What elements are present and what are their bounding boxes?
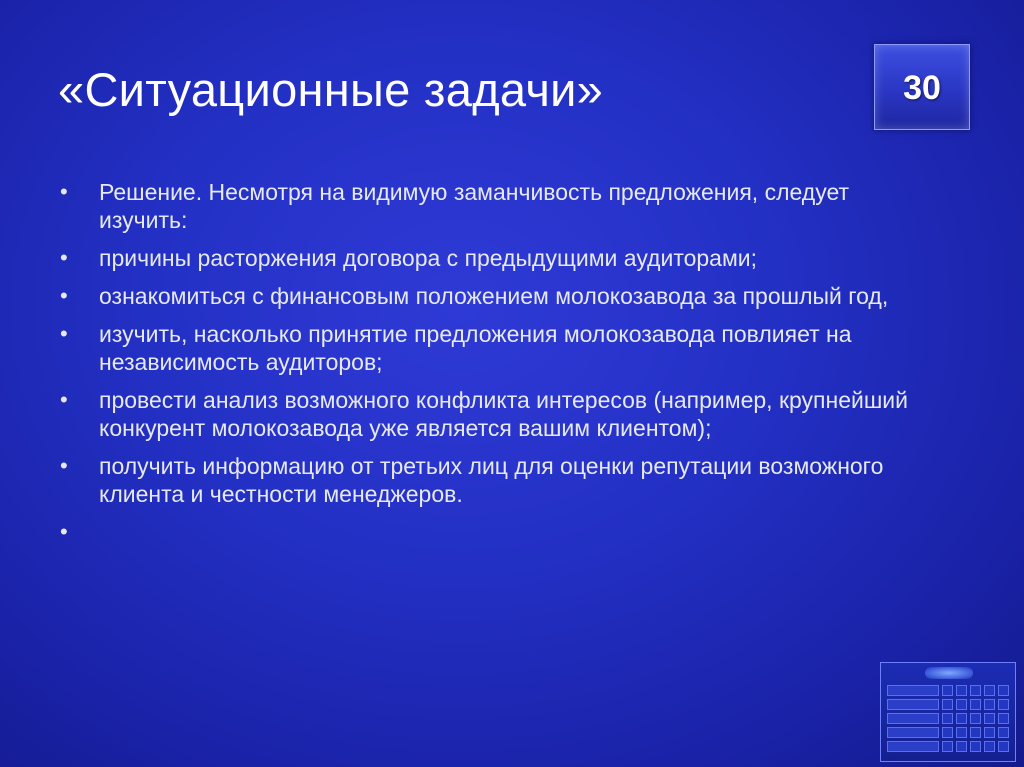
game-logo-icon bbox=[925, 667, 973, 679]
bullet-dot: • bbox=[60, 245, 68, 270]
board-category-cell bbox=[887, 727, 939, 738]
board-cell bbox=[956, 699, 967, 710]
bullet-text: провести анализ возможного конфликта интересов (например, крупнейший конкурент молокозавода уже является вашим клиентом); bbox=[99, 387, 908, 441]
bullet-item bbox=[58, 320, 938, 376]
board-cell bbox=[942, 699, 953, 710]
bullet-text: получить информацию от третьих лиц для оценки репутации возможного клиента и честности менеджеров. bbox=[99, 453, 884, 507]
bullet-item bbox=[58, 178, 938, 234]
slide-title: «Ситуационные задачи» bbox=[58, 63, 604, 116]
board-category-cell bbox=[887, 685, 939, 696]
board-cell bbox=[998, 699, 1009, 710]
bullet-item-empty bbox=[58, 518, 938, 546]
board-row bbox=[887, 727, 1009, 738]
board-cell bbox=[956, 713, 967, 724]
bullet-text: изучить, насколько принятие предложения молокозавода повлияет на независимость аудиторов; bbox=[99, 321, 852, 375]
bullet-item bbox=[58, 244, 938, 272]
game-board-thumbnail-link[interactable] bbox=[880, 662, 1016, 762]
game-board-grid bbox=[887, 685, 1009, 755]
board-cell bbox=[998, 713, 1009, 724]
bullet-dot: • bbox=[60, 321, 68, 346]
bullet-list bbox=[58, 178, 938, 556]
board-cell bbox=[942, 713, 953, 724]
board-cell bbox=[970, 741, 981, 752]
bullet-text: ознакомиться с финансовым положением молокозавода за прошлый год, bbox=[99, 283, 889, 309]
bullet-item bbox=[58, 386, 938, 442]
board-row bbox=[887, 713, 1009, 724]
bullet-dot: • bbox=[60, 519, 68, 544]
board-cell bbox=[942, 685, 953, 696]
bullet-dot: • bbox=[60, 179, 68, 204]
board-cell bbox=[956, 727, 967, 738]
board-cell bbox=[984, 713, 995, 724]
bullet-item bbox=[58, 452, 938, 508]
board-category-cell bbox=[887, 741, 939, 752]
score-button[interactable] bbox=[874, 44, 970, 130]
bullet-dot: • bbox=[60, 453, 68, 478]
board-cell bbox=[956, 685, 967, 696]
board-cell bbox=[942, 727, 953, 738]
board-cell bbox=[970, 699, 981, 710]
board-cell bbox=[998, 685, 1009, 696]
board-cell bbox=[984, 741, 995, 752]
bullet-text: причины расторжения договора с предыдущими аудиторами; bbox=[99, 245, 758, 271]
board-category-cell bbox=[887, 699, 939, 710]
bullet-dot: • bbox=[60, 283, 68, 308]
board-cell bbox=[956, 741, 967, 752]
bullet-item bbox=[58, 282, 938, 310]
board-category-cell bbox=[887, 713, 939, 724]
board-row bbox=[887, 741, 1009, 752]
board-cell bbox=[984, 685, 995, 696]
bullet-text: Решение. Несмотря на видимую заманчивость предложения, следует изучить: bbox=[99, 179, 850, 233]
board-cell bbox=[998, 741, 1009, 752]
board-row bbox=[887, 699, 1009, 710]
bullet-dot: • bbox=[60, 387, 68, 412]
board-cell bbox=[984, 727, 995, 738]
score-value: 30 bbox=[903, 69, 941, 107]
board-row bbox=[887, 685, 1009, 696]
board-cell bbox=[998, 727, 1009, 738]
board-cell bbox=[984, 699, 995, 710]
board-cell bbox=[970, 727, 981, 738]
board-cell bbox=[970, 685, 981, 696]
board-cell bbox=[970, 713, 981, 724]
board-cell bbox=[942, 741, 953, 752]
